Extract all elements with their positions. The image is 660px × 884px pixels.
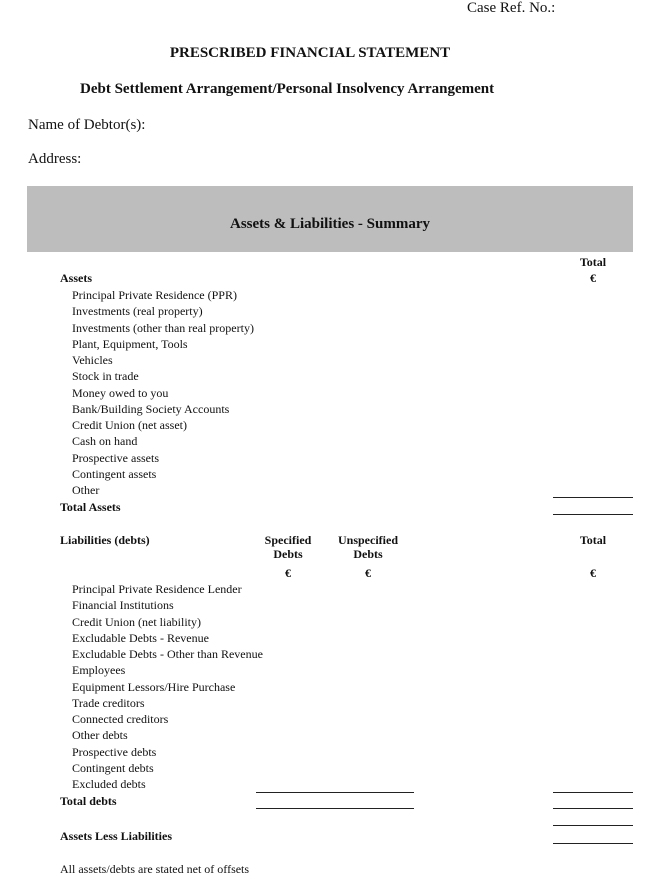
- asset-item: Credit Union (net asset): [72, 418, 187, 432]
- liability-item: Principal Private Residence Lender: [72, 582, 242, 596]
- liabilities-total-currency: €: [590, 566, 596, 580]
- liability-item: Trade creditors: [72, 695, 145, 710]
- assets-total-currency: €: [590, 271, 596, 285]
- specified-debts-header: Specified Debts: [264, 533, 312, 561]
- assets-total-header: Total: [579, 255, 607, 269]
- asset-item: Cash on hand: [72, 434, 138, 449]
- net-total-line[interactable]: [553, 843, 633, 844]
- asset-item: Principal Private Residence (PPR): [72, 288, 237, 302]
- asset-item: Contingent assets: [72, 466, 157, 481]
- liability-item: Contingent debts: [72, 760, 154, 775]
- footnote: All assets/debts are stated net of offsets: [60, 862, 250, 876]
- asset-item: Bank/Building Society Accounts: [72, 401, 230, 416]
- total-debts-line-left[interactable]: [256, 808, 414, 809]
- asset-item: Other: [72, 483, 100, 497]
- assets-heading: Assets: [60, 271, 92, 285]
- address-label: Address:: [28, 151, 82, 167]
- asset-item: Investments (real property): [72, 304, 203, 319]
- asset-item: Stock in trade: [72, 369, 139, 384]
- page-subtitle: Debt Settlement Arrangement/Personal Insolvency Arrangement: [80, 81, 495, 97]
- asset-item: Investments (other than real property): [72, 320, 254, 335]
- liability-item: Other debts: [72, 728, 128, 743]
- asset-item: Vehicles: [72, 353, 113, 367]
- liability-item: Prospective debts: [72, 744, 157, 759]
- case-ref-label: Case Ref. No.:: [467, 0, 556, 16]
- total-assets-line[interactable]: [553, 514, 633, 515]
- asset-item: Money owed to you: [72, 385, 169, 400]
- assets-subtotal-line: [553, 497, 633, 498]
- total-debts-line-right[interactable]: [553, 808, 633, 809]
- unspecified-debts-header: Unspecified Debts: [338, 533, 398, 561]
- liability-item: Financial Institutions: [72, 598, 174, 613]
- liabilities-list: [72, 581, 263, 792]
- liability-item: Credit Union (net liability): [72, 614, 201, 629]
- liabilities-total-header: Total: [579, 533, 607, 547]
- liability-item: Excludable Debts - Other than Revenue: [72, 647, 263, 661]
- net-upper-line: [553, 825, 633, 826]
- page-title: PRESCRIBED FINANCIAL STATEMENT: [169, 45, 451, 61]
- liability-item: Connected creditors: [72, 712, 169, 726]
- section-banner-title: Assets & Liabilities - Summary: [230, 216, 430, 232]
- unspecified-currency: €: [365, 566, 371, 580]
- assets-list: [72, 287, 254, 498]
- asset-item: Prospective assets: [72, 450, 159, 465]
- assets-less-liabilities-label: Assets Less Liabilities: [60, 829, 173, 843]
- debtor-name-label: Name of Debtor(s):: [28, 117, 146, 133]
- total-assets-label: Total Assets: [60, 500, 121, 514]
- liabilities-heading: Liabilities (debts): [60, 533, 150, 547]
- asset-item: Plant, Equipment, Tools: [72, 336, 188, 351]
- specified-currency: €: [285, 566, 291, 580]
- liability-item: Equipment Lessors/Hire Purchase: [72, 679, 236, 694]
- debts-subtotal-line-right: [553, 792, 633, 793]
- liability-item: Excluded debts: [72, 777, 146, 791]
- liability-item: Excludable Debts - Revenue: [72, 630, 209, 645]
- liability-item: Employees: [72, 663, 126, 678]
- section-banner: [27, 186, 633, 252]
- debts-subtotal-line-left: [256, 792, 414, 793]
- total-debts-label: Total debts: [60, 794, 117, 808]
